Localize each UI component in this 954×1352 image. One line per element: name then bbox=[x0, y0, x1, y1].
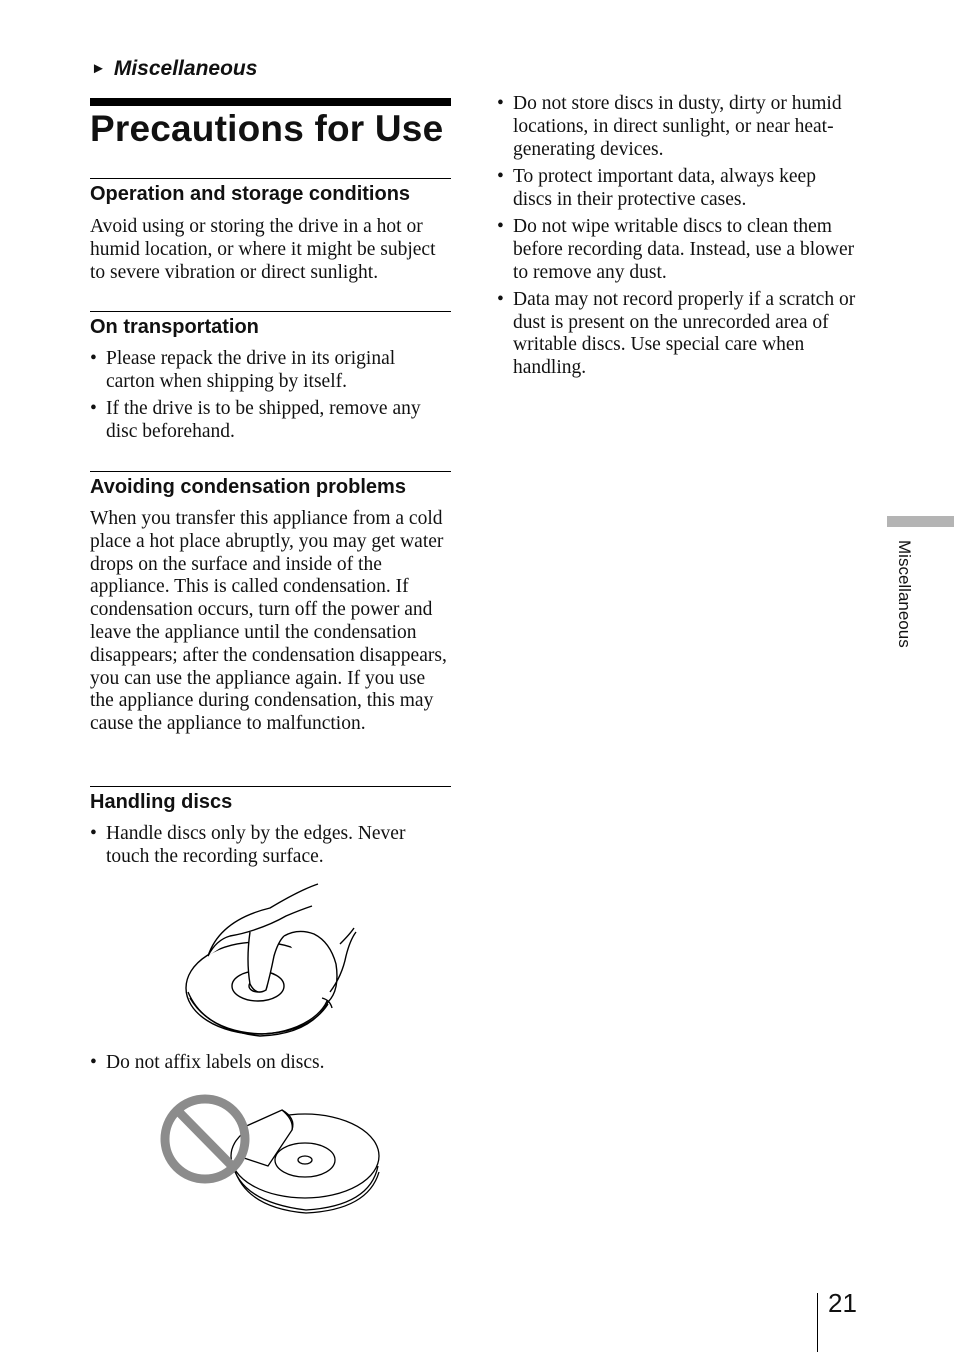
hand-holding-disc-illustration bbox=[180, 880, 360, 1040]
section-divider bbox=[90, 786, 451, 787]
page-number: 21 bbox=[828, 1288, 857, 1318]
list-item: • If the drive is to be shipped, remove any disc beforehand. bbox=[90, 398, 445, 444]
list-item: • Data may not record properly if a scratch or dust is present on the unrecorded area of writable discs. Use special care when handling. bbox=[497, 289, 857, 380]
page-title: Precautions for Use bbox=[90, 108, 444, 149]
operation-body: Avoid using or storing the drive in a hot or humid location, or where it might be subject to severe vibration or direct sunlight. bbox=[90, 216, 436, 283]
list-item: • Please repack the drive in its original carton when shipping by itself. bbox=[90, 348, 445, 394]
heading-operation: Operation and storage conditions bbox=[90, 183, 411, 205]
heading-transportation: On transportation bbox=[90, 316, 259, 338]
page-number-divider bbox=[817, 1293, 818, 1352]
list-item: • Handle discs only by the edges. Never touch the recording surface. bbox=[90, 823, 445, 869]
side-tab-marker bbox=[887, 516, 954, 527]
side-tab-label bbox=[884, 540, 924, 662]
section-divider bbox=[90, 178, 451, 179]
condensation-body: When you transfer this appliance from a cold place a hot place abruptly, you may get water drops on the surface and inside of the appliance. This is called condensation. If condensation occurs, turn off the power and leave the appliance until the condensation disappears; after the condensation disappears, you can use the appliance again. If you use the appliance during condensation, this may cause the appliance to malfunction. bbox=[90, 508, 447, 735]
discs-list-1 bbox=[90, 823, 445, 873]
discs-list-2 bbox=[90, 1052, 445, 1079]
list-item: • Do not affix labels on discs. bbox=[90, 1052, 445, 1075]
heading-discs: Handling discs bbox=[90, 791, 233, 813]
transportation-list bbox=[90, 348, 445, 448]
prohibited-label-on-disc-illustration bbox=[158, 1090, 383, 1215]
list-item: • To protect important data, always keep discs in their protective cases. bbox=[497, 166, 857, 212]
section-divider bbox=[90, 471, 451, 472]
arrow-right-icon: ► bbox=[91, 60, 106, 77]
section-divider bbox=[90, 311, 451, 312]
section-label bbox=[91, 57, 257, 81]
heading-condensation: Avoiding condensation problems bbox=[90, 476, 406, 498]
title-bar-divider bbox=[90, 98, 451, 106]
side-tab-text: Miscellaneous bbox=[895, 540, 914, 648]
list-item: • Do not store discs in dusty, dirty or humid locations, in direct sunlight, or near heat-generating devices. bbox=[497, 93, 857, 161]
list-item: • Do not wipe writable discs to clean them before recording data. Instead, use a blower to remove any dust. bbox=[497, 216, 857, 284]
section-label-text: Miscellaneous bbox=[113, 57, 258, 80]
discs-list-right bbox=[497, 93, 857, 385]
